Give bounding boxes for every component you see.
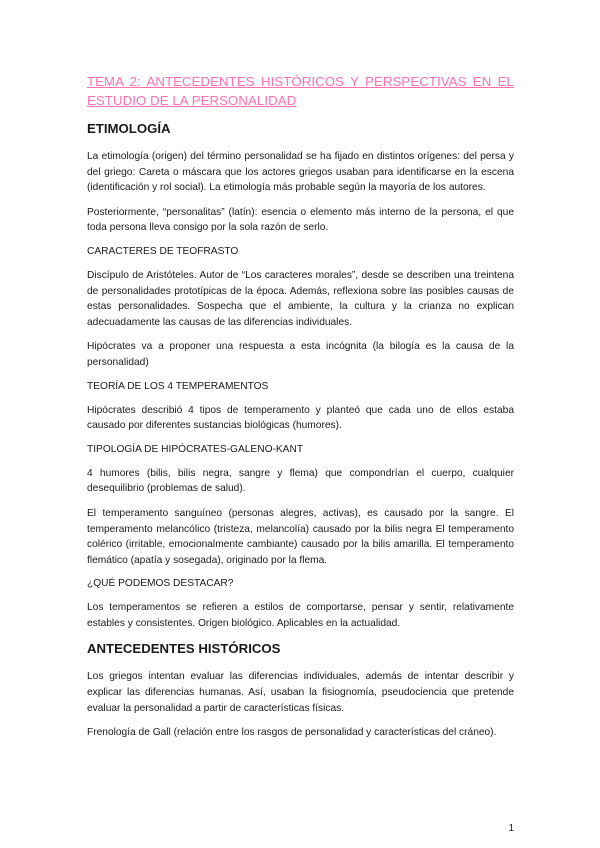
heading-antecedentes: ANTECEDENTES HISTÓRICOS (87, 641, 281, 657)
paragraph: El temperamento sanguíneo (personas alegres, activas), es causado por la sangre. El temperamento melancólico (tristeza, melancolía) causado por la bilis negra El temperamento colérico (irritable, emocionalmente cambiante) causado por la bilis amarilla. El temperamento flemático (apatía y sosegada), originado por la flema. (87, 507, 514, 566)
paragraph: Discípulo de Aristóteles. Autor de “Los caracteres morales”, desde se describen una treintena de personalidades prototípicas de la época. Además, reflexiona sobre las posibles causas de estas personalidades. Sospecha que el ambiente, la cultura y la crianza no explican adecuadamente las causas de las diferencias individuales. (87, 269, 514, 328)
paragraph: La etimología (origen) del término personalidad se ha fijado en distintos orígenes: del persa y del griego: Careta o máscara que los actores griegos usaban para identificarse en la escena (identificación y rol social). La etimología más probable según la mayoría de los autores. (87, 151, 514, 194)
paragraph: Hipócrates va a proponer una respuesta a esta incógnita (la bilogía es la causa de la personalidad) (87, 341, 514, 368)
document-title: TEMA 2: ANTECEDENTES HISTÓRICOS Y PERSPECTIVAS EN EL ESTUDIO DE LA PERSONALIDAD (87, 74, 514, 108)
page-content (87, 72, 514, 750)
paragraph: Hipócrates describió 4 tipos de temperamento y planteó que cada uno de ellos estaba causado por diferentes sustancias biológicas (humores). (87, 404, 514, 432)
paragraph: Los temperamentos se refieren a estilos de comportarse, pensar y sentir, relativamente estables y consistentes. Origen biológico. Aplicables en la actualidad. (87, 602, 514, 629)
paragraph: Frenología de Gall (relación entre los rasgos de personalidad y características del cráneo). (87, 727, 497, 739)
paragraph: Los griegos intentan evaluar las diferencias individuales, además de intentar describir y explicar las diferencias humanas. Así, usaban la fisiognomía, pseudociencia que pretende evaluar la personalidad a partir de características físicas. (87, 671, 514, 714)
heading-etimologia: ETIMOLOGÍA (87, 121, 171, 136)
paragraph: 4 humores (bilis, bilis negra, sangre y flema) que compondrían el cuerpo, cualquier desequilibrio (problemas de salud). (87, 467, 514, 495)
paragraph: Posteriormente, “personalitas” (latín): esencia o elemento más interno de la persona, el que toda persona lleva consigo por la sola razón de serlo. (87, 206, 514, 234)
heading-teofrasto: CARACTERES DE TEOFRASTO (87, 245, 239, 257)
page-number: 1 (508, 823, 514, 834)
heading-destacar: ¿QUÉ PODEMOS DESTACAR? (87, 578, 234, 590)
heading-temperamentos: TEORÍA DE LOS 4 TEMPERAMENTOS (87, 380, 269, 392)
heading-tipologia: TIPOLOGÍA DE HIPÓCRATES-GALENO-KANT (87, 443, 304, 455)
